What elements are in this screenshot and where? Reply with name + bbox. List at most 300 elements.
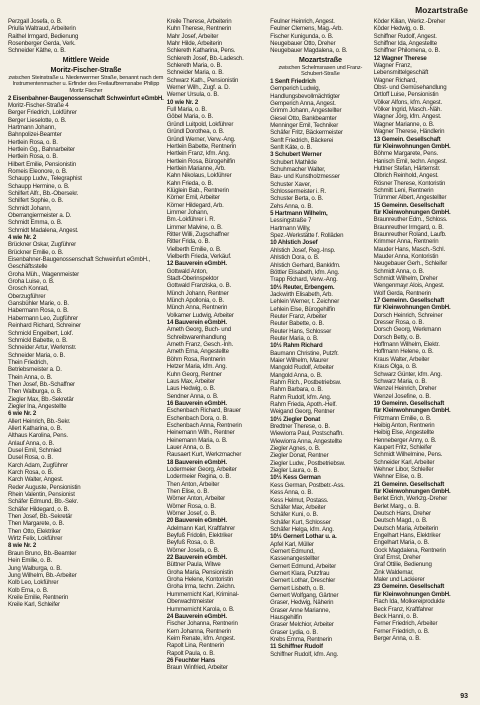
- resident-entry: Böttler Elisabeth, kfm. Ang.: [270, 268, 340, 276]
- resident-entry: Schlereth Maria, o. B.: [166, 62, 223, 70]
- resident-entry: Münch Anna, Rentnerin: [166, 304, 228, 312]
- resident-entry: Gernert Lothar, Dreschler: [270, 577, 336, 585]
- resident-entry: Graser Lydia, o. B.: [270, 628, 318, 636]
- house-number-entry: 23 Gemeinn. Gesellschaft: [373, 583, 445, 591]
- page-header: [8, 3, 468, 17]
- resident-entry: Braunreuther Roland, Laufb.: [373, 230, 447, 238]
- resident-entry: Hertlein Rosa, o. B.: [8, 138, 58, 146]
- resident-entry: Karch Rosa, o. B.: [8, 469, 54, 477]
- resident-entry: Rapolt Paula, o. B.: [166, 649, 215, 657]
- resident-entry: Kuhn Georg, Rentner: [166, 370, 222, 378]
- resident-entry: Brückner Emilie, o. B.: [8, 248, 64, 256]
- resident-entry: Baumann Christine, Putzfr.: [270, 349, 339, 357]
- resident-entry: Eschenbach Dora, o. B.: [166, 414, 228, 422]
- resident-entry: Körner Hildegard, Arb.: [166, 201, 224, 209]
- resident-entry: Eisenbahner-Baugenossenschaft Schweinfurt eGmbH.,: [8, 256, 151, 264]
- resident-entry: Stadt-Oberinspektor: [166, 275, 219, 283]
- resident-entry: Schmidt Anna, o. B.: [373, 267, 425, 275]
- resident-entry: Schwarz Günter, kfm. Ang.: [373, 370, 442, 378]
- resident-entry: Wolf Gerda, Rentnerin: [373, 289, 431, 297]
- resident-entry: Ortloff Luise, Pensionistin: [373, 91, 439, 99]
- resident-entry: Oberzugführer: [8, 292, 46, 300]
- resident-entry: Kess German, Postbetr.-Ass.: [270, 481, 345, 489]
- resident-entry: Rösner Therese, Kontoristin: [373, 179, 446, 187]
- resident-entry: Kuhn Therese, Rentnerin: [166, 25, 232, 33]
- resident-entry: Romeis Eleonore, o. B.: [8, 167, 68, 175]
- resident-entry: Rahm Rudolf, kfm. Ang.: [270, 393, 332, 401]
- resident-entry: Schlereth Josef, Bb.-Ladesch.: [166, 54, 244, 62]
- resident-entry: Dusel Emil, Schmied: [8, 447, 62, 454]
- resident-entry: Schmidt Wilhelmine, Pens.: [373, 451, 443, 459]
- house-number-entry: 18 Bauverein eGmbH.: [166, 458, 227, 466]
- resident-entry: Ziegler Max, Bb.-Sekretär: [8, 395, 74, 403]
- resident-entry: Menninger Emil, Techniker: [270, 121, 339, 129]
- resident-entry: Reuter Babette, o. B.: [270, 320, 324, 328]
- resident-entry: Gemperich Ludwig,: [270, 85, 321, 93]
- resident-entry: Böhm Rosa, Rentnerin: [166, 355, 226, 363]
- house-number-entry: 19 Gemeinn. Gesellschaft: [373, 399, 445, 407]
- resident-entry: Arneth Georg, Buch- und: [166, 326, 232, 334]
- resident-entry: Heibig Anton, Rentnerin: [373, 421, 435, 429]
- house-number-entry: 13 Gemein. Gesellschaft: [373, 135, 441, 143]
- column-1: [8, 18, 164, 688]
- resident-entry: Volkamer Ludwig, Arbeiter: [166, 311, 234, 319]
- resident-entry: Gründl Dorothea, o. B.: [166, 128, 225, 136]
- resident-entry: Berlet Marg., o. B.: [373, 502, 420, 510]
- resident-entry: Ahlstich Dora, o. B.: [270, 254, 320, 262]
- resident-entry: Rausaert Kurt, Werkzmacher: [166, 451, 242, 459]
- house-number-entry: 20 Bauverein eGmbH.: [166, 517, 227, 525]
- house-number-entry: 16 Bauverein eGmbH.: [166, 399, 227, 407]
- resident-entry: Neugebauer Gerh., Schleifer: [373, 260, 448, 268]
- resident-entry: Kaupert Fritz, Schleifer: [373, 443, 432, 451]
- house-number-entry: 10½ Kess German: [270, 474, 321, 482]
- resident-entry: Arneth Franz, Gesch.-Inh.: [166, 341, 234, 349]
- resident-entry: Maier Wilhelm, Maurer: [270, 356, 329, 364]
- resident-entry: Karch Adam, Zugführer: [8, 461, 68, 469]
- resident-entry: Schmidt Madalena, Angest.: [8, 226, 79, 234]
- resident-entry: Gottwald Franziska, o. B.: [166, 282, 232, 290]
- resident-entry: Deutsch Hans, Dreher: [373, 510, 431, 518]
- resident-entry: Wörner Josefa, o. B.: [166, 546, 220, 554]
- resident-entry: Hertlein Gg., Bahnarbeiter: [8, 145, 75, 153]
- resident-entry: Priulla Waltraud, Arbeiterin: [8, 25, 76, 33]
- resident-entry: Gock Magdalena, Rentnerin: [373, 546, 446, 554]
- house-number-entry: 4 wie Nr. 2: [8, 234, 37, 242]
- house-number-entry: 1 Senft Friedrich: [270, 77, 316, 85]
- resident-entry: Kahn Nikolaus, Lokführer: [166, 172, 232, 180]
- resident-entry: Klüglein Bab., Rentnerin: [166, 186, 229, 194]
- resident-entry: Ziegler Laura, o. B.: [270, 467, 319, 475]
- resident-entry: Wenzel Josefine, o. B.: [373, 392, 431, 400]
- resident-entry: Beyfuß Fridolin, Elektriker: [166, 532, 233, 540]
- resident-entry: Deutsch Magd., o. B.: [373, 517, 428, 525]
- resident-entry: Fischer Johanna, Rentnerin: [166, 620, 238, 628]
- resident-entry: Wörner Anton, Arbeiter: [166, 495, 226, 503]
- resident-entry: Geschäftsstelle: [8, 263, 48, 271]
- resident-entry: Oberrangiermeister a. D.: [8, 212, 72, 219]
- resident-entry: Schäfer Kurt, Schlosser: [270, 518, 331, 526]
- resident-entry: Braunreuther Edm., Schloss.: [373, 216, 448, 224]
- resident-entry: Gernert Edmund, Arbeiter: [270, 562, 336, 570]
- resident-entry: Gründl Luitpold, Lokführer: [166, 120, 234, 128]
- resident-entry: Graser, Hedwig, Näherin: [270, 599, 334, 607]
- resident-entry: Betriebsmeister a. D.: [8, 366, 62, 374]
- resident-entry: Hummernicht Karola, o. B.: [166, 605, 235, 613]
- resident-entry: Allert Katharina, o. B.: [8, 424, 63, 432]
- resident-entry: Wagner Marianne, o. B.: [373, 120, 435, 128]
- resident-entry: Grimm Johann, Angestellter: [270, 107, 342, 115]
- resident-entry: Münch Johann, Rentner: [166, 289, 229, 297]
- resident-entry: Hein Emilie, o. B.: [8, 557, 53, 565]
- house-number-entry: 6 wie Nr. 2: [8, 410, 37, 418]
- resident-entry: Münch Apollonia, o. B.: [166, 297, 225, 305]
- resident-entry: Kolb Leo, Lokführer: [8, 579, 59, 587]
- house-number-entry: 22 Bauverein eGmbH.: [166, 554, 227, 562]
- resident-entry: Engelhart Hans, Elektriker: [373, 532, 441, 540]
- resident-entry: Raithel Irmgard, Bedienung: [8, 32, 79, 40]
- resident-entry: Ferner Friedrich, Arbeiter: [373, 620, 438, 628]
- resident-entry: Krimmer Anna, Rentnerin: [373, 238, 439, 246]
- resident-entry: Grosch Konrad,: [8, 285, 49, 293]
- resident-entry: Jackwirth Elisabeth, Arb.: [270, 290, 333, 298]
- resident-entry: Then Walburga, o. B.: [8, 388, 63, 396]
- resident-entry: Limmer Johann,: [166, 208, 209, 216]
- house-number-entry: 21 Gemeinn. Gesellschaft: [373, 480, 445, 488]
- resident-entry: Schneider Maria, o. B.: [166, 69, 224, 77]
- resident-entry: Braun Winfried, Arbeiter: [166, 664, 228, 672]
- column-2: [167, 18, 267, 688]
- resident-entry: Lauer Anna, o. B.: [166, 443, 212, 451]
- resident-entry: Gansbühler Marie, o. B.: [8, 300, 69, 308]
- resident-entry: Then Otto, Elektriker: [8, 527, 61, 535]
- resident-entry: Lehlein Werner, t. Zeichner: [270, 298, 340, 306]
- resident-entry: Rhein Valentin, Pensionist: [8, 491, 75, 499]
- resident-entry: Reder Auguste, Pensionistin: [8, 483, 81, 491]
- resident-entry: Bm.-Lokführer i. R.: [166, 216, 216, 224]
- house-number-entry: 10½ Ziegler Donat: [270, 415, 321, 423]
- resident-entry: Braunreuther Irmgard, o. B.: [373, 223, 444, 231]
- resident-entry: Schiffner Philomena, o. B.: [373, 47, 441, 55]
- resident-entry: Hartmann Johann,: [8, 123, 56, 131]
- resident-entry: Schubert Mathilde: [270, 158, 317, 166]
- resident-entry: Neugebauer Otto, Dreher: [270, 40, 336, 48]
- resident-entry: Flach Ida, Molkereiprodukte: [373, 598, 445, 606]
- resident-entry: Schiffner Rudolf, kfm. Ang.: [270, 650, 339, 658]
- resident-entry: Dusel Rosa, o. B.: [8, 454, 53, 462]
- resident-entry: Gernert Wolfgang, Gärtner: [270, 591, 339, 599]
- resident-entry: Kess Anna, o. B.: [270, 489, 313, 497]
- resident-entry: Lebensmittelgeschäft: [373, 69, 429, 77]
- resident-entry: Bahnpolizei-Beamter: [8, 131, 62, 139]
- resident-entry: Habermann Rosa, o. B.: [8, 307, 69, 315]
- house-number-entry: 10½ Reuter, Erbengem.: [270, 283, 335, 291]
- resident-entry: Gernert Klara, Putzfrau: [270, 569, 330, 577]
- resident-entry: Werner Ursula, o. B.: [166, 91, 219, 99]
- resident-entry: Schaupp Hermine, o. B.: [8, 182, 70, 190]
- resident-entry: Hilbert Emilie, Pensionistin: [8, 160, 76, 168]
- resident-entry: Kreile Therese, Arbeiterin: [166, 18, 232, 25]
- resident-entry: Wiewiorra Paul, Postschaffn.: [270, 430, 344, 438]
- house-number-entry: 15 Gemeinn. Gesellschaft: [373, 201, 445, 209]
- resident-entry: Lehlein Else, Bürogehilfin: [270, 305, 336, 313]
- resident-entry: Schilfert Sophie, o. B.: [8, 197, 64, 205]
- resident-entry: Trapp Richard, Verw.-Ang.: [270, 276, 338, 284]
- resident-entry: Beck Hanni, o. B.: [373, 612, 419, 620]
- resident-entry: Reuter Hans, Schlosser: [270, 327, 332, 335]
- resident-entry: Lodermeier Georg, Arbeiter: [166, 465, 237, 473]
- resident-entry: Reuter Franz, Arbeiter: [270, 312, 327, 320]
- resident-entry: Berlet Erich, Werkzg.-Dreher: [373, 495, 448, 503]
- resident-entry: Wehner Libor, Schleifer: [373, 465, 434, 473]
- resident-entry: Deutsch Maria, Arbeiterin: [373, 524, 439, 532]
- resident-entry: Wörner Rosa, o. B.: [166, 502, 216, 510]
- resident-entry: Karch Walter, Angest.: [8, 476, 64, 484]
- resident-entry: Graf Ottilie, Bedienung: [373, 561, 432, 569]
- house-number-entry: 12 Wagner Therese: [373, 54, 427, 62]
- resident-entry: Then Josef, Bb.-Sekretär: [8, 513, 73, 521]
- resident-entry: Engelhart Maria, o. B.: [373, 539, 430, 547]
- resident-entry: Beck Franz, Kraftfahrer: [373, 605, 434, 613]
- resident-entry: Kolb Erna, o. B.: [8, 586, 49, 594]
- resident-entry: Lodermeier Regina, o. B.: [166, 473, 231, 481]
- resident-entry: Althaus Karolina, Pens.: [8, 432, 68, 440]
- house-number-entry: für Kleinwohnungen GmbH.: [373, 488, 451, 495]
- resident-entry: Bredtner Therese, o. B.: [270, 423, 330, 431]
- house-number-entry: 11 Schiffner Rudolf: [270, 643, 323, 651]
- house-number-entry: 3 Schubert Werner: [270, 151, 322, 159]
- resident-entry: Dorsch Georg, Werkmann: [373, 326, 441, 334]
- resident-entry: Kess Helmut, Postass.: [270, 496, 329, 504]
- resident-entry: Fischer Kunigunda, o. B.: [270, 32, 334, 40]
- resident-entry: Vielberth Emilie, o. B.: [166, 245, 222, 253]
- resident-entry: Schwarz Kath., Pensionistin: [166, 76, 239, 84]
- resident-entry: Gernert Lisbeth, o. B.: [270, 584, 325, 592]
- resident-entry: Gernert Edmund,: [270, 547, 315, 555]
- resident-entry: Ziegler Ina, Angestellte: [8, 402, 67, 410]
- resident-entry: Zink Waldemar,: [373, 568, 414, 576]
- resident-entry: Schlossermeister i. R.: [270, 188, 327, 196]
- resident-entry: Hoffmann Wilhelm, Elektr.: [373, 341, 440, 349]
- resident-entry: Schäfer Kuni, o. B.: [270, 511, 319, 519]
- resident-entry: Hausgehilfin: [270, 614, 302, 621]
- resident-entry: Groha Irma, techn. Zeichn.: [166, 583, 236, 591]
- resident-entry: Rahm Barbara, o. B.: [270, 386, 323, 394]
- resident-entry: Beyfuß Rosa, o. B.: [166, 539, 216, 547]
- resident-entry: Dorsch Heinrich, Schreiner: [373, 311, 443, 319]
- resident-entry: Hanisch Emil, techn. Angest.: [373, 157, 447, 165]
- resident-entry: Dresser Rosa, o. B.: [373, 319, 424, 327]
- resident-entry: Kreile Karl, Schleifer: [8, 601, 60, 609]
- house-number-entry: 8 wie Nr. 2: [8, 542, 37, 550]
- resident-entry: Full Maria, o. B.: [166, 106, 207, 114]
- resident-entry: Schiffner Ida, Angestellte: [373, 40, 437, 48]
- resident-entry: Schäfer Fritz, Bäckermeister: [270, 129, 343, 137]
- resident-entry: Schwarz Maria, o. B.: [373, 377, 427, 385]
- house-number-entry: für Kleinwohnungen GmbH.: [373, 407, 451, 415]
- resident-entry: Schmidt Wilhelm, Dreher: [373, 275, 438, 283]
- resident-entry: Ahlstich Josef, Reg.-Insp.: [270, 246, 336, 254]
- resident-entry: Reuter Maria, o. B.: [270, 334, 319, 342]
- resident-entry: Moritz-Fischer-Straße 4: [8, 101, 69, 109]
- resident-entry: Schiffner Rudolf, Angest.: [373, 32, 437, 40]
- house-number-entry: für Kleinwohnungen GmbH.: [373, 590, 451, 598]
- resident-entry: Hertlein Rosa, Bürogehilfin: [166, 157, 236, 165]
- resident-entry: Groha Müh., Wagenmeister: [8, 270, 80, 278]
- resident-entry: Gottwald Anton,: [166, 267, 208, 275]
- street-description: zwischen Steinstraße u. Niederwerrner Straße, benannt nach dem Instrumentenmacher u. Erfinder des Freilaufbremsnabe Philipp Moritz Fischer: [8, 74, 164, 94]
- resident-entry: Rahm Frieda, Apoth.-Helf.: [270, 401, 337, 409]
- resident-entry: Lessingstraße 7: [270, 217, 312, 225]
- resident-entry: Heinemann Wilh., Rentner: [166, 429, 235, 437]
- resident-entry: Berger Lieselotte, o. B.: [8, 116, 67, 124]
- resident-entry: Wagner Jörg, kfm. Angest.: [373, 113, 442, 121]
- resident-entry: Ziegler Ludw., Postbetriebsw.: [270, 459, 346, 467]
- resident-entry: Rapolt Lina, Rentnerin: [166, 642, 225, 650]
- resident-entry: Hartmann Willy,: [270, 224, 311, 232]
- resident-entry: Eschenbach Anna, Rentnerin: [166, 421, 242, 429]
- resident-entry: Reinhard Richard, Schreiner: [8, 322, 81, 330]
- resident-entry: Wirtz Felix, Lokführer: [8, 535, 63, 543]
- resident-entry: Anlauf Anna, o. B.: [8, 439, 55, 447]
- resident-entry: Köder Kilian, Werkz.-Dreher: [373, 18, 446, 25]
- house-number-entry: für Kleinwohnungen GmbH.: [373, 304, 451, 312]
- resident-entry: Keim Renate, kfm. Angest.: [166, 634, 236, 642]
- resident-entry: Henneberger Anny, o. B.: [373, 436, 437, 444]
- resident-entry: Ferner Friedrich, o. B.: [373, 627, 430, 635]
- house-number-entry: für Kleinwohnungen GmbH.: [373, 142, 451, 150]
- resident-entry: Kreile Emilie, Rentnerin: [8, 593, 69, 601]
- resident-entry: Schneider Maria, o. B.: [8, 351, 65, 359]
- resident-entry: Wagner Therese, Händlerin: [373, 128, 445, 136]
- resident-entry: Hertlein Babette, Rentnerin: [166, 142, 237, 150]
- resident-entry: Kraus Walter, Arbeiter: [373, 355, 430, 363]
- house-number-entry: 10½ Gernert Lothar u. a.: [270, 533, 337, 541]
- resident-entry: Mangold Anna, o. B.: [270, 371, 323, 379]
- resident-entry: Sendner Anna, o. B.: [166, 392, 219, 400]
- house-number-entry: 14 Bauverein eGmbH.: [166, 319, 227, 327]
- resident-entry: Gemperich Anna, Angest.: [270, 99, 336, 107]
- resident-entry: Spez.-Werkstätte f. Rolläden: [270, 232, 344, 240]
- resident-entry: Schneider Artur, Werkmstr.: [8, 344, 77, 352]
- resident-entry: Wörner Josef, o. B.: [166, 510, 217, 518]
- street-heading: Mittlere Weide: [62, 54, 110, 64]
- resident-entry: Schreibwarenhandlung: [166, 333, 227, 341]
- resident-entry: Berger Anna, o. B.: [373, 634, 421, 642]
- resident-entry: Dorsch Betty, o. B.: [373, 333, 422, 341]
- resident-entry: Jung Wilhelm, Bb.-Arbeiter: [8, 571, 77, 579]
- resident-entry: Ritter Frida, o. B.: [166, 238, 210, 246]
- running-title: Mozartstraße: [415, 5, 468, 15]
- house-number-entry: 12 Bauverein eGmbH.: [166, 260, 227, 268]
- resident-entry: Limmer Malvine, o. B.: [166, 223, 223, 231]
- resident-entry: Rosenberger Gerda, Verk.: [8, 40, 76, 48]
- resident-entry: Mahr Josef, Arbeiter: [166, 32, 219, 40]
- resident-entry: Völker Alfons, kfm. Angest.: [373, 98, 442, 106]
- resident-entry: Feulner Clemens, Mag.-Arb.: [270, 25, 343, 33]
- resident-entry: Then Anton, Arbeiter: [166, 480, 220, 488]
- resident-entry: Then Margarete, o. B.: [8, 520, 65, 528]
- column-4: [374, 18, 474, 688]
- resident-entry: Krebs Emma, Rentnerin: [270, 636, 333, 644]
- resident-entry: Graser Melchior, Arbeiter: [270, 621, 334, 629]
- house-number-entry: 24 Bauverein eGmbH.: [166, 612, 227, 620]
- resident-entry: Wenzel Heinrich, Dreher: [373, 385, 437, 393]
- resident-entry: Zehs Anna, o. B.: [270, 202, 313, 210]
- resident-entry: Schlereth Katharina, Pens.: [166, 47, 236, 55]
- column-3: [270, 18, 370, 688]
- resident-entry: Ritter Willi, Zugschaffner: [166, 230, 230, 238]
- resident-entry: Kraus Olga, o. B.: [373, 363, 418, 371]
- resident-entry: Böhme Margarete, Pens.: [373, 150, 439, 158]
- resident-entry: Groha Maria, Pensionistin: [166, 568, 234, 576]
- resident-entry: Feulner Heinrich, Angest.: [270, 18, 335, 25]
- resident-entry: Werner Wilh., Zugf. a. D.: [166, 84, 230, 92]
- resident-entry: Kern Johanna, Rentnerin: [166, 627, 232, 635]
- resident-entry: Wehner Elise, o. B.: [373, 473, 423, 481]
- resident-entry: Handlungsbevollmächtigter: [270, 92, 340, 100]
- resident-entry: Gründl Werner, Verw.-Ang.: [166, 135, 236, 143]
- house-number-entry: 10 wie Nr. 2: [166, 98, 199, 106]
- house-number-entry: 2 Eisenbahner-Baugenossenschaft Schweinfurt eGmbH.: [8, 94, 164, 102]
- house-number-entry: 17 Gemeinn. Gesellschaft: [373, 297, 445, 305]
- resident-entry: Schuster Berta, o. B.: [270, 195, 324, 203]
- resident-entry: Schaupp Ludw., Telegraphist: [8, 175, 82, 183]
- resident-entry: Senft Friedrich, Bäckerei: [270, 136, 334, 144]
- resident-entry: Heibig Else, Angestellte: [373, 429, 434, 437]
- resident-entry: Körner Emil, Arbeiter: [166, 194, 220, 202]
- resident-entry: Groha Helene, Kontoristin: [166, 576, 234, 584]
- resident-entry: Schuster Xaver,: [270, 180, 311, 188]
- resident-entry: Wagner Franz,: [373, 62, 412, 70]
- resident-entry: Rahm Rich., Postbetriebsw.: [270, 379, 342, 386]
- house-number-entry: 10 Ahlstich Josef: [270, 239, 318, 247]
- resident-entry: Schuhmacher Walter,: [270, 166, 326, 174]
- resident-entry: Then Josef, Bb.-Schaffner: [8, 380, 75, 388]
- house-number-entry: für Kleinwohnungen GmbH.: [373, 208, 451, 216]
- resident-entry: Thein Friedrich,: [8, 358, 48, 366]
- resident-entry: Wagner Richard,: [373, 76, 417, 84]
- resident-entry: Giesel Otto, Bankbeamter: [270, 114, 337, 122]
- resident-entry: Ziegler Agnes, o. B.: [270, 445, 321, 453]
- resident-entry: Kassenangestellter: [270, 555, 320, 563]
- resident-entry: Eschenbach Richard, Brauer: [166, 407, 241, 415]
- resident-entry: Habermann Leo, Zugführer: [8, 314, 78, 322]
- resident-entry: Ziegler Donat, Rentner: [270, 452, 329, 460]
- resident-entry: Hetzer Maria, kfm. Ang.: [166, 363, 227, 371]
- resident-entry: Schäfer Edmund, Bb.-Sekr.: [8, 498, 79, 506]
- resident-entry: Weigand Georg, Rentner: [270, 408, 335, 416]
- resident-entry: Jung Walburga, o. B.: [8, 564, 62, 572]
- resident-entry: Köder Hedwig, o. B.: [373, 25, 425, 33]
- resident-entry: Schneider Karl, Arbeiter: [373, 458, 435, 466]
- resident-entry: Groha Luise, o. B.: [8, 278, 55, 286]
- resident-entry: Perzgall Josefa, o. B.: [8, 18, 63, 25]
- resident-entry: Laus Hedwig, o. B.: [166, 385, 216, 393]
- house-number-entry: 26 Feuchter Hans: [166, 656, 216, 664]
- resident-entry: Schmickl Engelbert, Lokf.: [8, 329, 74, 337]
- resident-entry: Schmidt Johann,: [8, 204, 52, 212]
- resident-entry: Göbel Maria, o. B.: [166, 113, 214, 121]
- resident-entry: Brückner Oskar, Zugführer: [8, 241, 77, 249]
- resident-entry: Braun Bruno, Bb.-Beamter: [8, 549, 77, 557]
- resident-entry: Fritzmann Emilie, o. B.: [373, 414, 432, 422]
- house-number-entry: 5 Hartmann Wilhelm,: [270, 210, 328, 218]
- resident-entry: Allert Heinrich, Bb.-Sekr.: [8, 417, 71, 425]
- resident-entry: Vielberth Frieda, Verkäuf.: [166, 253, 232, 260]
- resident-entry: Hertlein Franz, kfm. Ang.: [166, 150, 231, 158]
- resident-entry: Graser Anne Marianne,: [270, 606, 330, 614]
